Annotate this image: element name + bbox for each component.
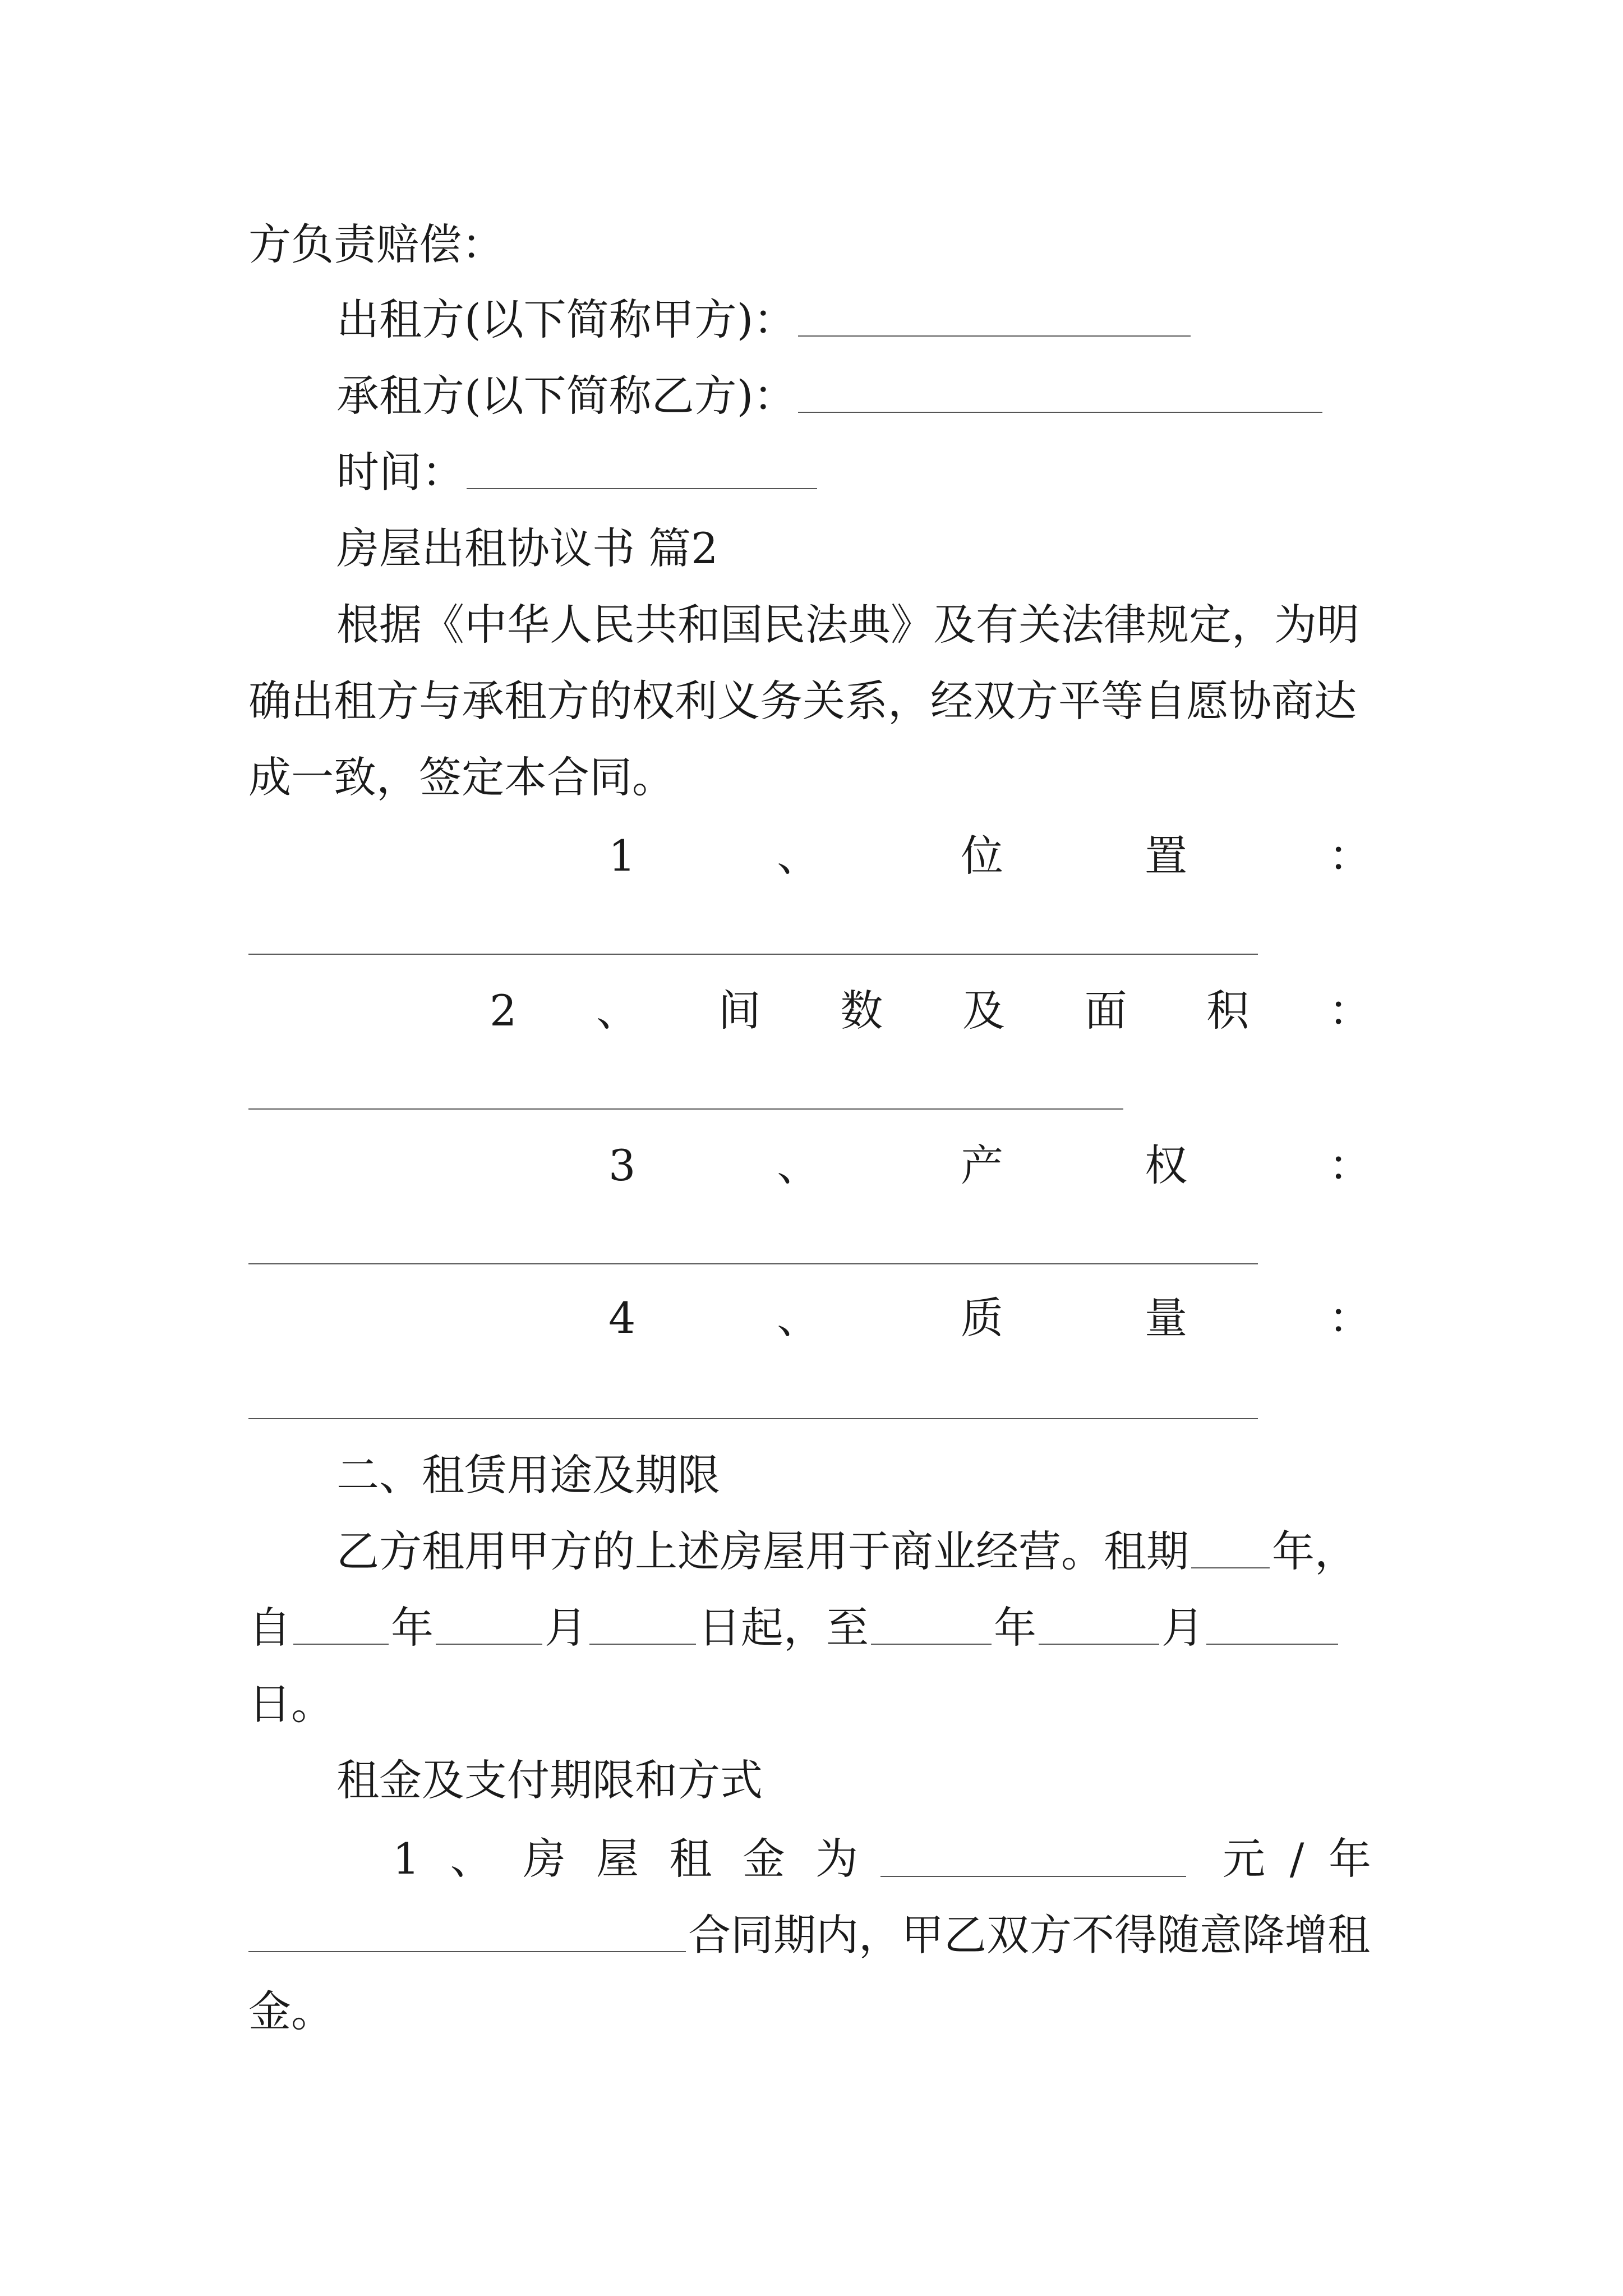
- item-separator: 、: [777, 831, 820, 881]
- rent-amount-blank[interactable]: [880, 1876, 1186, 1877]
- ownership-blank[interactable]: [248, 1263, 1258, 1264]
- lessee-line: [336, 368, 1325, 424]
- date-text: 年: [391, 1603, 434, 1653]
- item-separator: 、: [596, 986, 639, 1036]
- end-year-blank[interactable]: [871, 1600, 992, 1645]
- section-heading: 租金及支付期限和方式: [336, 1755, 763, 1805]
- rooms-area-blank[interactable]: [248, 1108, 1123, 1110]
- item-char: 权: [1145, 1140, 1188, 1190]
- item-char: 量: [1145, 1293, 1188, 1343]
- item-quality: [608, 1290, 1371, 1346]
- usage-text: 年，: [1272, 1526, 1357, 1576]
- item-char: 数: [840, 986, 883, 1036]
- text-line: 方负责赔偿：: [248, 219, 504, 269]
- end-day-blank[interactable]: [1206, 1600, 1338, 1645]
- lessee-label: 承租方(以下简称乙方)：: [336, 371, 796, 421]
- item-char: 产: [961, 1140, 1004, 1190]
- paragraph-line: 根据《中华人民共和国民法典》及有关法律规定，为明: [336, 600, 1359, 650]
- usage-text: 乙方租用甲方的上述房屋用于商业经营。租期: [336, 1526, 1189, 1576]
- section-title: 房屋出租协议书 篇2: [336, 523, 718, 573]
- item-char: 积: [1206, 986, 1249, 1036]
- item-char: 质: [961, 1293, 1004, 1343]
- item-colon: ：: [1328, 986, 1371, 1036]
- date-text: 月: [545, 1603, 587, 1653]
- paragraph-line: 确出租方与承租方的权利义务关系，经双方平等自愿协商达: [248, 676, 1357, 726]
- rent-char: 、: [450, 1834, 493, 1884]
- date-text: 月: [1161, 1603, 1204, 1653]
- time-line: [336, 444, 819, 500]
- time-label: 时间：: [336, 447, 464, 497]
- item-location: [608, 828, 1371, 884]
- rent-unit-char: 元: [1223, 1834, 1265, 1884]
- item-char: 间: [718, 986, 761, 1036]
- item-char: 位: [961, 831, 1004, 881]
- usage-line: [336, 1524, 1357, 1580]
- item-char: 面: [1084, 986, 1127, 1036]
- start-year-blank[interactable]: [293, 1600, 389, 1645]
- start-month-blank[interactable]: [436, 1600, 542, 1645]
- date-text: 年: [994, 1603, 1036, 1653]
- item-number: 1: [608, 831, 636, 881]
- text-line: 日。: [248, 1679, 334, 1729]
- rent-label: [393, 1831, 858, 1887]
- rent-unit: [1223, 1831, 1371, 1887]
- rent-char: 为: [815, 1834, 858, 1884]
- rent-unit-char: 年: [1328, 1834, 1371, 1884]
- time-blank[interactable]: [467, 444, 817, 489]
- item-colon: ：: [1328, 1293, 1371, 1343]
- end-month-blank[interactable]: [1039, 1600, 1159, 1645]
- item-separator: 、: [777, 1140, 820, 1190]
- item-rooms-area: [490, 983, 1371, 1039]
- lessor-label: 出租方(以下简称甲方)：: [336, 295, 796, 344]
- item-number: 2: [490, 986, 517, 1036]
- item-ownership: [608, 1138, 1371, 1194]
- text-line: 金。: [248, 1986, 334, 2036]
- rent-unit-char: /: [1289, 1834, 1304, 1884]
- location-blank[interactable]: [248, 954, 1258, 955]
- date-text: 自: [248, 1603, 291, 1653]
- item-number: 3: [608, 1140, 636, 1190]
- lessee-blank[interactable]: [798, 368, 1322, 413]
- rent-char: 租: [669, 1834, 712, 1884]
- term-years-blank[interactable]: [1191, 1524, 1270, 1568]
- rent-text: 合同期内，甲乙双方不得随意降增租: [688, 1910, 1370, 1960]
- rent-line: [248, 1907, 1370, 1963]
- item-colon: ：: [1328, 831, 1371, 881]
- item-colon: ：: [1328, 1140, 1371, 1190]
- lessor-line: [336, 292, 1193, 348]
- item-separator: 、: [777, 1293, 820, 1343]
- rent-detail-blank[interactable]: [248, 1907, 686, 1952]
- rent-char: 1: [393, 1834, 420, 1884]
- quality-blank[interactable]: [248, 1418, 1258, 1419]
- rent-char: 房: [523, 1834, 566, 1884]
- item-char: 置: [1145, 831, 1188, 881]
- item-char: 及: [962, 986, 1005, 1036]
- section-heading: 二、租赁用途及期限: [336, 1450, 720, 1500]
- date-text: 日起，至: [698, 1603, 869, 1653]
- rent-char: 屋: [596, 1834, 639, 1884]
- paragraph-line: 成一致，签定本合同。: [248, 752, 675, 802]
- lessor-blank[interactable]: [798, 292, 1191, 337]
- item-number: 4: [608, 1293, 636, 1343]
- start-day-blank[interactable]: [589, 1600, 696, 1645]
- rent-char: 金: [742, 1834, 785, 1884]
- date-line: [248, 1600, 1340, 1656]
